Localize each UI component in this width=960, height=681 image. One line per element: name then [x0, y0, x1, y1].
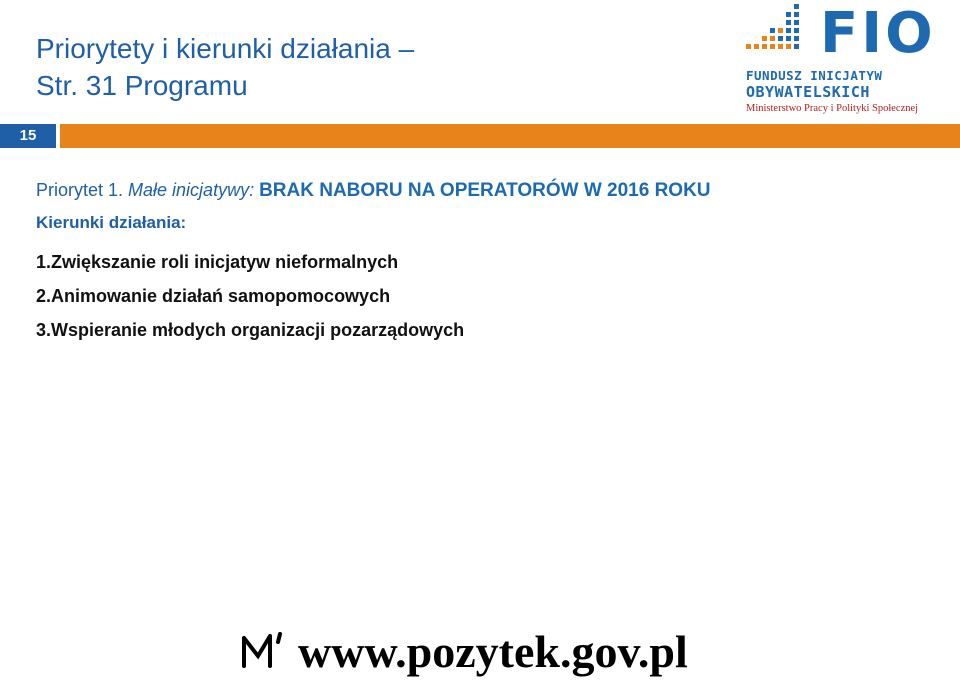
list-item: 2.Animowanie działań samopomocowych: [36, 286, 391, 306]
priority-alert: BRAK NABORU NA OPERATORÓW W 2016 ROKU: [259, 180, 711, 201]
logo-line-2: OBYWATELSKICH: [746, 83, 870, 101]
priority-name: Małe inicjatywy:: [128, 180, 260, 200]
directions-list: [36, 245, 936, 347]
fio-logo: [744, 1, 954, 122]
footer-url-link[interactable]: www.pozytek.gov.pl: [298, 626, 688, 677]
slide-title-line-2: Str. 31 Programu: [36, 70, 248, 101]
footer: [240, 626, 760, 680]
slide-title: [36, 30, 696, 104]
directions-label: Kierunki działania:: [36, 213, 187, 232]
slide-title-line-1: Priorytety i kierunki działania –: [36, 33, 415, 64]
slide-body: [36, 176, 936, 347]
list-item: 1.Zwiększanie roli inicjatyw nieformalnych: [36, 252, 399, 272]
slide-number: 15: [0, 124, 56, 148]
header-divider-bar: [60, 124, 960, 148]
logo-ministry: Ministerstwo Pracy i Polityki Społecznej: [746, 103, 919, 114]
priority-prefix: Priorytet 1.: [36, 180, 129, 200]
logo-line-1: FUNDUSZ INICJATYW: [746, 68, 883, 83]
list-item: 3.Wspieranie młodych organizacji pozarządowych: [36, 320, 465, 340]
priority-line: [36, 176, 936, 205]
logo-fio-text: FIO: [820, 1, 936, 66]
pozytek-logo-icon: [240, 632, 286, 672]
logo-dots-icon: [744, 4, 804, 58]
